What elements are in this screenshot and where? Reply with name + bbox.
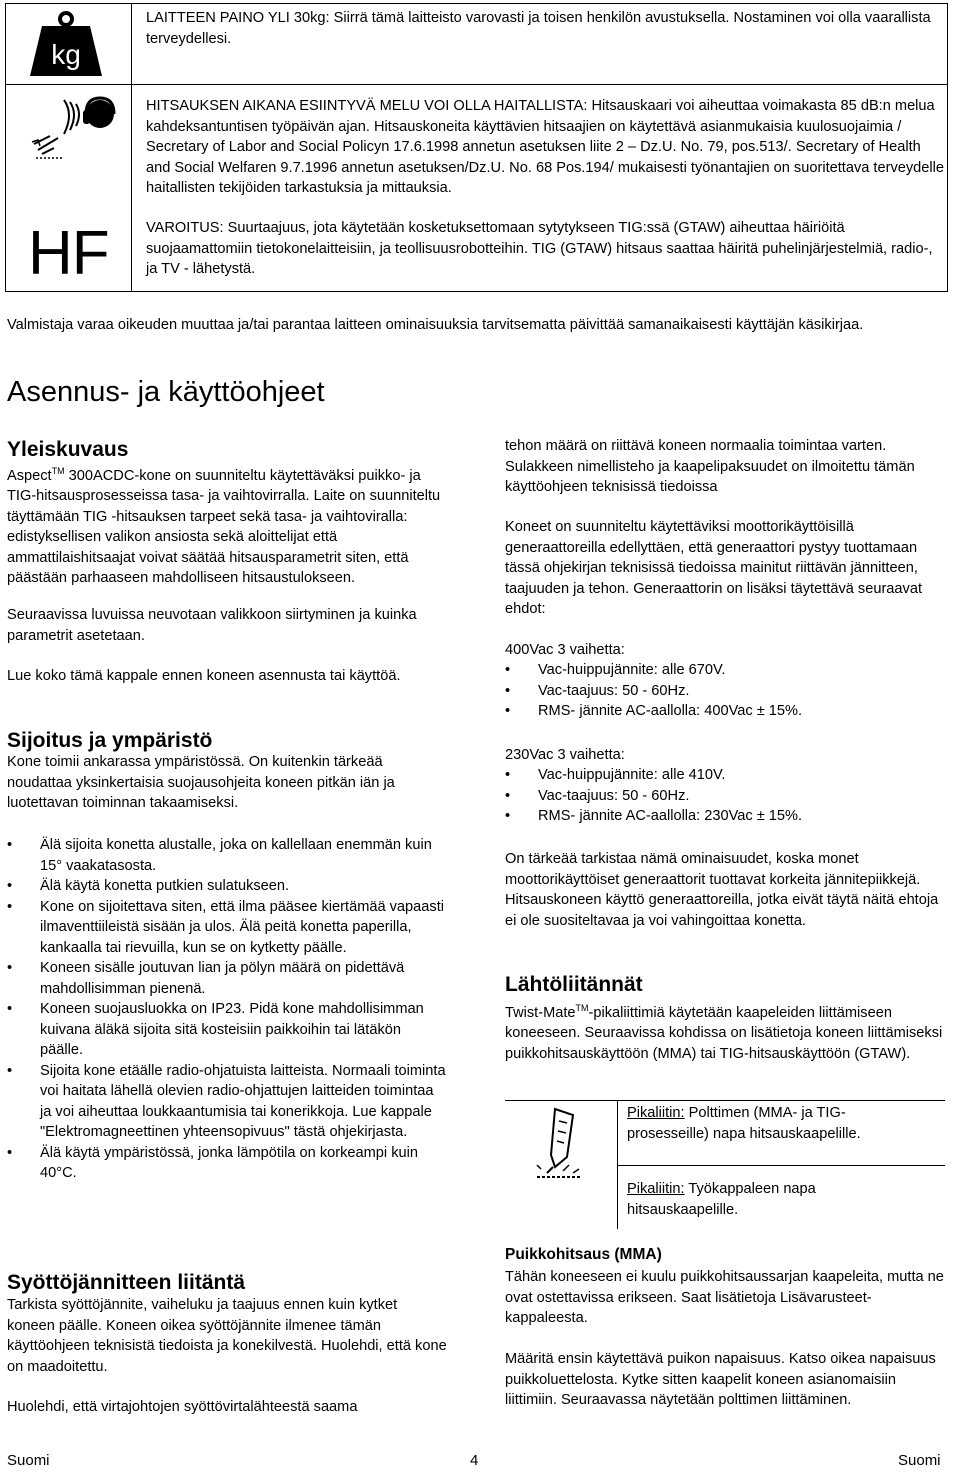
- overview-paragraph-3: Lue koko tämä kappale ennen koneen asennusta tai käyttöä.: [7, 668, 401, 684]
- voltage-peaks-paragraph: On tärkeää tarkistaa nämä ominaisuudet, koska monet moottorikäyttöiset generaattorit tuottavat korkeita jännitepiikkejä. Hitsauskoneen käyttö generaattoreilla, jotka eivät täytä näitä ehtoja ei ole suositeltavaa ja voi vahingoittaa konetta.: [505, 851, 939, 929]
- list-item: • Koneen sisälle joutuvan lian ja pölyn määrä on pidettävä mahdollisimman pienenä.: [7, 958, 447, 999]
- list-item: • Vac-taajuus: 50 - 60Hz.: [505, 786, 945, 807]
- v400-label: 400Vac 3 vaihetta:: [505, 642, 625, 658]
- connector-2-link[interactable]: Pikaliitin:: [627, 1181, 685, 1197]
- list-item: • Vac-huippujännite: alle 670V.: [505, 660, 945, 681]
- footer-right: Suomi: [898, 1452, 941, 1469]
- footer-left: Suomi: [7, 1452, 50, 1469]
- generator-paragraph: Koneet on suunniteltu käytettäviksi moottorikäyttöisillä generaattoreilla edellyttäen, että generaattori pystyy tuottamaan tässä ohjekirjan teknisissä tiedoissa mainitut riittävän jännitteen, taajuuden ja tehon. Generaattorin on lisäksi täytettävä seuraavat ehdot:: [505, 519, 922, 617]
- overview-heading: Yleiskuvaus: [7, 438, 129, 461]
- list-item: • RMS- jännite AC-aallolla: 230Vac ± 15%.: [505, 806, 945, 827]
- connector-1-link[interactable]: Pikaliitin:: [627, 1105, 685, 1121]
- list-item: • Älä sijoita konetta alustalle, joka on kallellaan enemmän kuin 15° vaakatasosta.: [7, 835, 447, 876]
- outputs-paragraph: Twist-Mate™-pikaliittimiä käytetään kaapeleiden liittämiseen koneeseen. Seuraavissa kohdissa on lisätietoja koneen liittämiseksi puikkohitsauskäyttöön (MMA) tai TIG-hitsauskäyttöön (GTAW).: [505, 1003, 943, 1062]
- placement-heading: Sijoitus ja ympäristö: [7, 729, 213, 752]
- power-paragraph: tehon määrä on riittävä koneen normaalia toimintaa varten. Sulakkeen nimellisteho ja kaapelipaksuudet on ilmoitettu tämän käyttöohjeen teknisissä tiedoissa: [505, 438, 915, 495]
- noise-warning-text: HITSAUKSEN AIKANA ESIINTYVÄ MELU VOI OLLA HAITALLISTA: Hitsauskaari voi aiheuttaa voimakasta 85 dB:n melua kahdeksantuntisen työpäivän ajan. Hitsauskoneita käyttävien hitsaajien on käytettävä asianmukaisia kuulosuojaimia / Secretary of Labor and Social Policyn 17.6.1998 annetun asetuksen liite 2 – Dz.U. No. 79, pos.513/. Secretary of Health and Social Welfaren 9.7.1996 annetun asetuksen/Dz.U. No. 68 Pos.194/ mukaisesti työnantajien on suoritettava terveydelle haitallisten tekijöiden tarkastuksia ja mittauksia.: [146, 98, 945, 196]
- supply-heading: Syöttöjännitteen liitäntä: [7, 1271, 246, 1294]
- list-item: • Älä käytä ympäristössä, jonka lämpötila on korkeampi kuin 40°C.: [7, 1143, 447, 1184]
- electrode-icon: [533, 1107, 593, 1183]
- list-item: • Koneen suojausluokka on IP23. Pidä kone mahdollisimman kuivana äläkä sijoita sitä kosteisiin paikkoihin tai lätäkön päälle.: [7, 999, 447, 1061]
- weight-warning-text: LAITTEEN PAINO YLI 30kg: Siirrä tämä laitteisto varovasti ja toisen henkilön avustuksella. Nostaminen voi olla vaarallista terveydellesi.: [146, 10, 931, 47]
- hearing-protection-icon: [28, 96, 128, 166]
- connector-1-description: Pikaliitin: Polttimen (MMA- ja TIG-prosesseille) napa hitsauskaapelille.: [627, 1105, 861, 1142]
- list-item: • Älä käytä konetta putkien sulatukseen.: [7, 876, 447, 897]
- page-number: 4: [470, 1452, 479, 1469]
- hf-label: HF: [28, 219, 109, 288]
- supply-paragraph-1: Tarkista syöttöjännite, vaiheluku ja taajuus ennen kuin kytket koneen päälle. Koneen oikea syöttöjännite ilmenee tämän käyttöohjeen teknisistä tiedoista ja konekilvestä. Huolehdi, että kone on maadoitettu.: [7, 1297, 447, 1375]
- mma-paragraph-1: Tähän koneeseen ei kuulu puikkohitsaussarjan kaapeleita, mutta ne ovat ostettavissa erikseen. Saat lisätietoja Lisävarusteet-kappaleesta.: [505, 1269, 944, 1326]
- connector-table: [505, 1100, 945, 1229]
- weight-icon-label: kg: [51, 39, 81, 70]
- mma-heading: Puikkohitsaus (MMA): [505, 1246, 662, 1263]
- weight-icon: [28, 10, 104, 76]
- list-item: • Kone on sijoitettava siten, että ilma pääsee kiertämää vapaasti ilmaventtiileistä sisään ja ulos. Älä peitä konetta paperilla, kankaalla tai rievuilla, kun se on kytketty päälle.: [7, 897, 447, 959]
- overview-paragraph-2: Seuraavissa luvuissa neuvotaan valikkoon siirtyminen ja kuinka parametrit asetetaan.: [7, 607, 417, 644]
- placement-list: [7, 835, 447, 1184]
- hf-warning-text: VAROITUS: Suurtaajuus, jota käytetään kosketuksettomaan sytytykseen TIG:ssä (GTAW) aiheuttaa häiriöitä suojaamattomiin tietokonelaitteisiin, ja teollisuusrobotteihin. TIG (GTAW) hitsaus saattaa häiritä puhelinjärjestelmiä, radio-, ja TV - lähetystä.: [146, 220, 933, 277]
- connector-2-description: Pikaliitin: Työkappaleen napa hitsauskaapelille.: [627, 1181, 816, 1218]
- manufacturer-notice: Valmistaja varaa oikeuden muuttaa ja/tai parantaa laitteen ominaisuuksia tarvitsematta päivittää samanaikaisesti käyttäjän käsikirjaa.: [7, 317, 864, 333]
- warning-table: [5, 3, 948, 292]
- v400-list: [505, 660, 945, 722]
- placement-paragraph: Kone toimii ankarassa ympäristössä. On kuitenkin tärkeää noudattaa yksinkertaisia suojausohjeita koneen pitkän iän ja luotettavan toiminnan takaamiseksi.: [7, 754, 395, 811]
- list-item: • Sijoita kone etäälle radio-ohjatuista laitteista. Normaali toiminta voi haitata lähellä olevien radio-ohjattujen laitteiden toimintaa ja voi aiheuttaa loukkaantumisia tai konerikkoja. Lue kappale "Elektromagneettinen yhteensopivuus" tästä ohjekirjasta.: [7, 1061, 447, 1143]
- mma-paragraph-2: Määritä ensin käytettävä puikon napaisuus. Katso oikea napaisuus puikkoluettelosta. Kytke sitten kaapelit koneen asianomaisiin liittimiin. Seuraavassa näytetään polttimen liittäminen.: [505, 1351, 936, 1408]
- list-item: • Vac-taajuus: 50 - 60Hz.: [505, 681, 945, 702]
- list-item: • RMS- jännite AC-aallolla: 400Vac ± 15%.: [505, 701, 945, 722]
- v230-label: 230Vac 3 vaihetta:: [505, 747, 625, 763]
- overview-paragraph-1: Aspect™ 300ACDC-kone on suunniteltu käytettäväksi puikko- ja TIG-hitsausprosesseissa tasa- ja vaihtovirralla. Laite on suunniteltu täyttämään TIG -hitsauksen tarpeet sekä tasa- ja vaihtoviralla: edistyksellisen valikon ansiosta sekä aloittelijat että ammattilaishitsaajat voivat säätää hitsausparametrit siten, että päästään parhaaseen mahdolliseen hitsaustulokseen.: [7, 466, 441, 587]
- outputs-heading: Lähtöliitännät: [505, 973, 643, 996]
- supply-paragraph-2: Huolehdi, että virtajohtojen syöttövirtalähteestä saama: [7, 1399, 358, 1415]
- list-item: • Vac-huippujännite: alle 410V.: [505, 765, 945, 786]
- v230-list: [505, 765, 945, 827]
- page-title: Asennus- ja käyttöohjeet: [7, 376, 325, 408]
